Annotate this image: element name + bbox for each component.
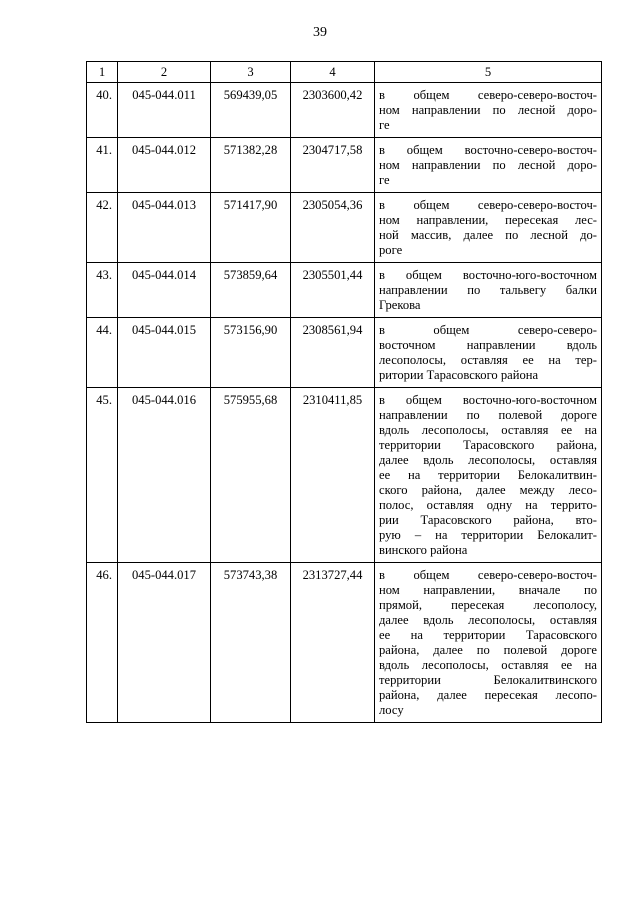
description-line: ритории Тарасовского района [379,368,539,382]
description-line: вдоль лесополосы, оставляя ее на [379,423,597,437]
description-line: в общем восточно-юго-восточном [379,393,597,407]
coordinate-y-cell: 2304717,58 [291,138,375,193]
route-description-cell [375,388,602,563]
description-line: ге [379,118,390,132]
description-line: восточном направлении вдоль [379,338,597,352]
row-number-cell: 42. [87,193,118,263]
description-line: ном направлении, пересекая лес- [379,213,597,227]
coordinate-x-cell: 573156,90 [211,318,291,388]
table-row [87,318,602,388]
description-line: лесополосы, оставляя ее на тер- [379,353,597,367]
route-description-cell [375,563,602,723]
coordinate-y-cell: 2310411,85 [291,388,375,563]
description-line: рую – на территории Белокалит- [379,528,597,542]
coordinate-y-cell: 2305501,44 [291,263,375,318]
description-line: территории Белокалитвинского [379,673,597,687]
row-number-cell: 41. [87,138,118,193]
table-row [87,563,602,723]
row-number-cell: 44. [87,318,118,388]
description-line: в общем северо-северо-восточ- [379,88,597,102]
route-description-cell [375,83,602,138]
description-line: в общем северо-северо- [379,323,597,337]
table-row [87,193,602,263]
description-line: территории Тарасовского района, [379,438,597,452]
column-header: 4 [291,62,375,83]
description-line: в общем восточно-юго-восточном [379,268,597,282]
coordinate-x-cell: 575955,68 [211,388,291,563]
point-code-cell: 045-044.016 [118,388,211,563]
description-line: винского района [379,543,468,557]
description-line: ном направлении, вначале по [379,583,597,597]
description-line: в общем восточно-северо-восточ- [379,143,597,157]
route-description-cell [375,193,602,263]
description-line: лосу [379,703,404,717]
table-row [87,83,602,138]
coordinate-y-cell: 2313727,44 [291,563,375,723]
description-line: ном направлении по лесной доро- [379,158,597,172]
route-description-cell [375,318,602,388]
table-row [87,138,602,193]
point-code-cell: 045-044.012 [118,138,211,193]
column-header: 5 [375,62,602,83]
point-code-cell: 045-044.011 [118,83,211,138]
description-line: далее вдоль лесополосы, оставляя [379,453,597,467]
description-line: в общем северо-северо-восточ- [379,568,597,582]
coordinate-y-cell: 2308561,94 [291,318,375,388]
row-number-cell: 45. [87,388,118,563]
point-code-cell: 045-044.013 [118,193,211,263]
table-row [87,263,602,318]
point-code-cell: 045-044.017 [118,563,211,723]
description-line: направлении по тальвегу балки [379,283,597,297]
description-line: ге [379,173,390,187]
description-line: рии Тарасовского района, вто- [379,513,597,527]
column-header: 3 [211,62,291,83]
description-line: ном направлении по лесной доро- [379,103,597,117]
description-line: района, далее пересекая лесопо- [379,688,597,702]
description-line: прямой, пересекая лесополосу, [379,598,597,612]
table-body [87,83,602,723]
coordinate-x-cell: 573743,38 [211,563,291,723]
coordinate-x-cell: 571382,28 [211,138,291,193]
description-line: роге [379,243,403,257]
description-line: направлении по полевой дороге [379,408,597,422]
boundary-table [86,61,602,723]
description-line: далее вдоль лесополосы, оставляя [379,613,597,627]
description-line: ее на территории Тарасовского [379,628,597,642]
table-header-row [87,62,602,83]
column-header: 1 [87,62,118,83]
description-line: ее на территории Белокалитвин- [379,468,597,482]
row-number-cell: 40. [87,83,118,138]
column-header: 2 [118,62,211,83]
coordinate-x-cell: 571417,90 [211,193,291,263]
description-line: района, далее по полевой дороге [379,643,597,657]
description-line: ского района, далее между лесо- [379,483,597,497]
coordinate-y-cell: 2305054,36 [291,193,375,263]
table-row [87,388,602,563]
coordinate-x-cell: 569439,05 [211,83,291,138]
row-number-cell: 43. [87,263,118,318]
route-description-cell [375,263,602,318]
description-line: в общем северо-северо-восточ- [379,198,597,212]
route-description-cell [375,138,602,193]
description-line: Грекова [379,298,421,312]
point-code-cell: 045-044.014 [118,263,211,318]
description-line: полос, оставляя одну на террито- [379,498,597,512]
coordinate-y-cell: 2303600,42 [291,83,375,138]
page-number: 39 [313,25,327,40]
coordinate-x-cell: 573859,64 [211,263,291,318]
row-number-cell: 46. [87,563,118,723]
description-line: ной массив, далее по лесной до- [379,228,597,242]
description-line: вдоль лесополосы, оставляя ее на [379,658,597,672]
point-code-cell: 045-044.015 [118,318,211,388]
